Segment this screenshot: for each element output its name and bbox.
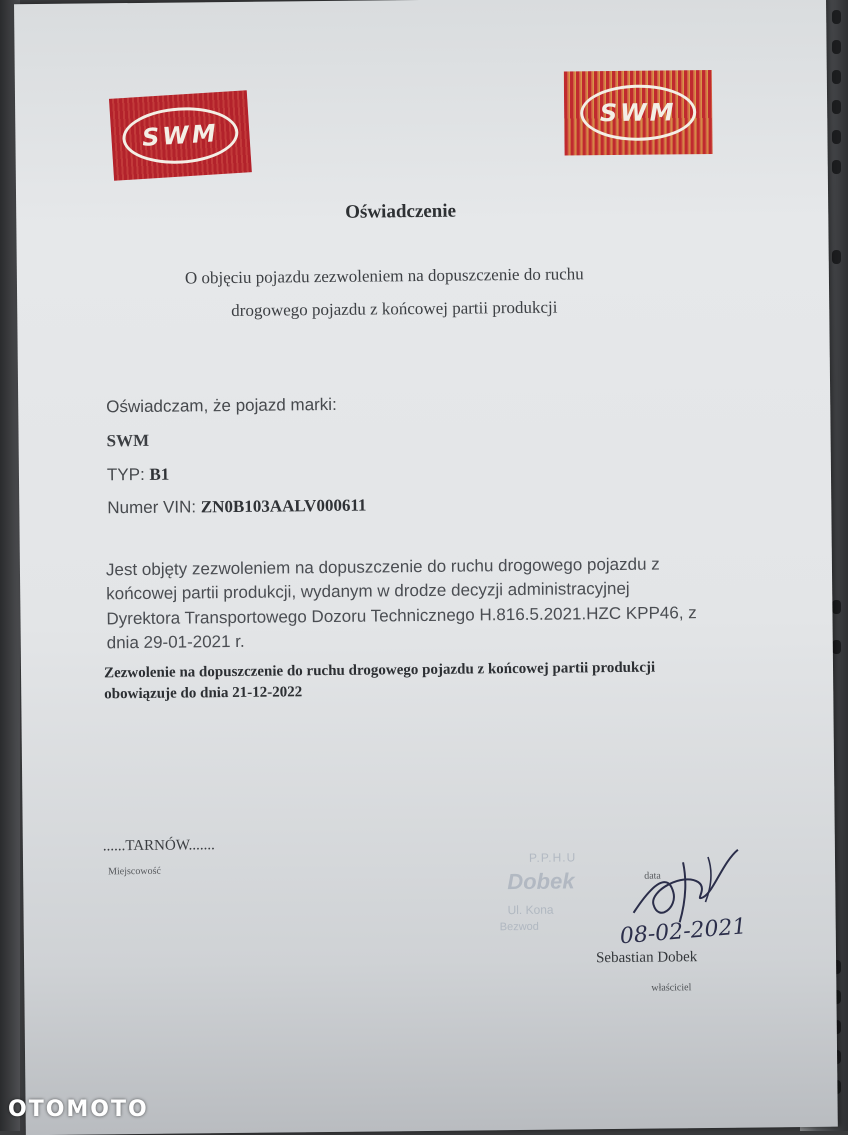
validity-line-2: obowiązuje do dnia 21-12-2022 (104, 684, 303, 703)
signature-date: 08-02-2021 (618, 914, 748, 950)
body-line: dnia 29-01-2021 r. (106, 631, 245, 653)
signer-role: właściciel (651, 982, 692, 994)
swm-logo-left: SWM (109, 90, 252, 181)
body-line: końcowej partii produkcji, wydanym w drodze decyzji administracyjnej (106, 578, 630, 604)
vehicle-type (107, 465, 170, 486)
vin-label: Numer VIN: (107, 497, 197, 518)
vehicle-type-label: TYP: (106, 464, 145, 485)
date-label: data (644, 870, 661, 882)
vehicle-brand: SWM (106, 430, 150, 451)
place-label: Miejscowość (108, 865, 161, 878)
vehicle-vin (107, 496, 366, 519)
body-line: Dyrektora Transportowego Dozoru Technicznego H.816.5.2021.HZC KPP46, z (106, 603, 697, 629)
document-title: Oświadczenie (345, 200, 457, 223)
subtitle-line-1: O objęciu pojazdu zezwoleniem na dopuszczenie do ruchu (184, 264, 584, 288)
place-value: ......TARNÓW....... (102, 837, 215, 855)
company-stamp: P.P.H.U Dobek Ul. Kona Bezwod (499, 850, 577, 934)
validity-line-1: Zezwolenie na dopuszczenie do ruchu drogowego pojazdu z końcowej partii produkcji (103, 659, 656, 682)
document-page (14, 0, 838, 1135)
swm-logo-right: SWM (564, 70, 713, 156)
body-line: Jest objęty zezwoleniem na dopuszczenie do ruchu drogowego pojazdu z (105, 554, 660, 580)
vin-value: ZN0B103AALV000611 (200, 495, 367, 517)
subtitle-line-2: drogowego pojazdu z końcowej partii produkcji (231, 297, 558, 320)
statement-intro: Oświadczam, że pojazd marki: (106, 394, 337, 417)
signer-name: Sebastian Dobek (595, 949, 698, 967)
vehicle-type-value: B1 (149, 464, 170, 484)
otomoto-watermark: OTOMOTO (8, 1097, 149, 1122)
